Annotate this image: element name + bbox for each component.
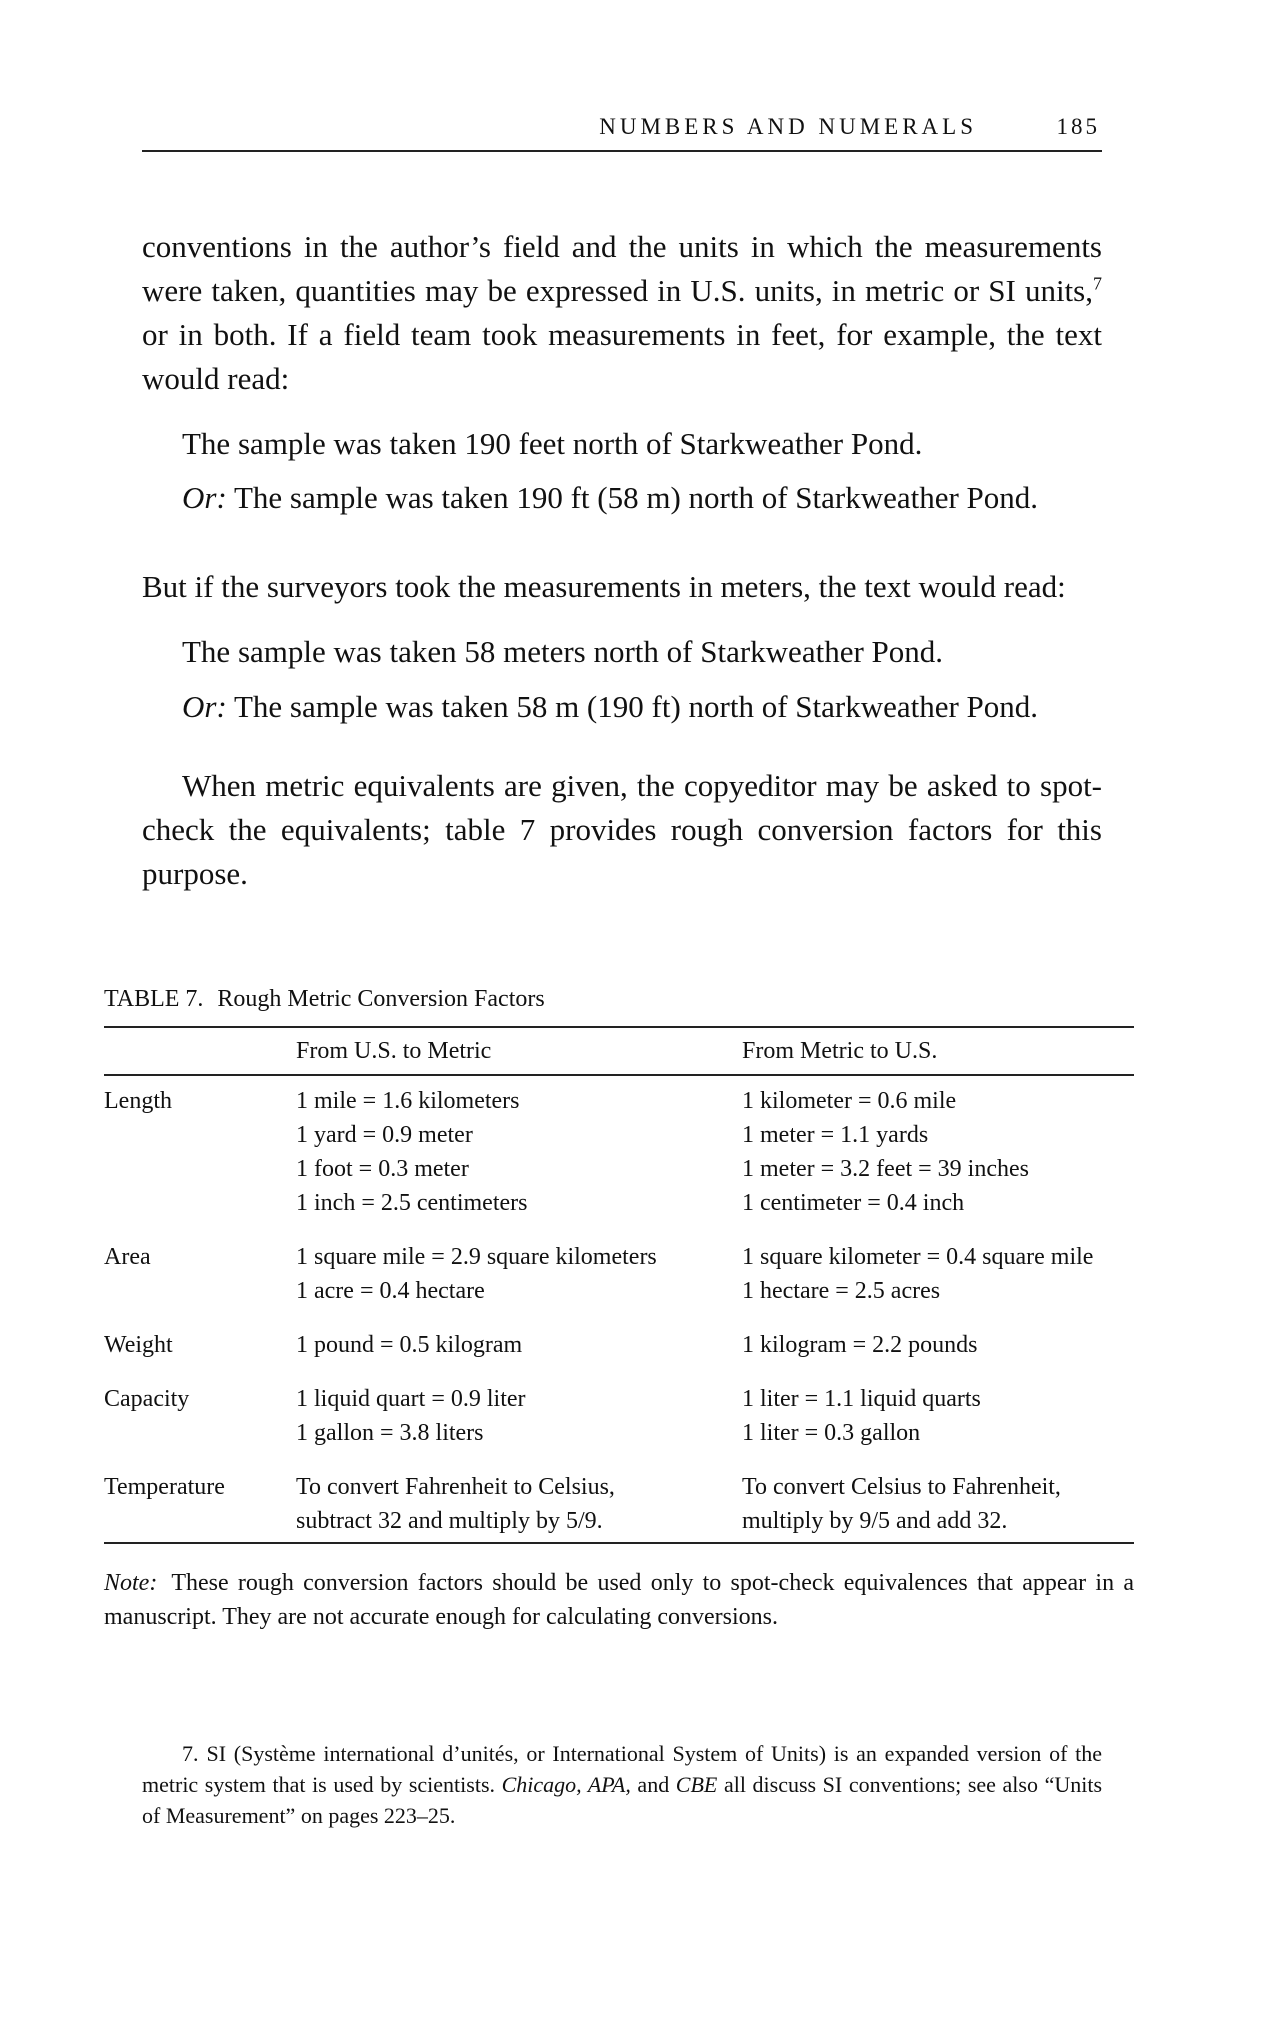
table-note — [104, 1566, 1134, 1634]
running-title: NUMBERS AND NUMERALS — [599, 114, 977, 139]
header-metric-to-us: From Metric to U.S. — [742, 1038, 938, 1064]
category-label: Temperature — [104, 1474, 225, 1500]
metric-cell — [742, 1328, 978, 1362]
conversion-line: 1 acre = 0.4 hectare — [296, 1278, 485, 1304]
conversion-line: 1 centimeter = 0.4 inch — [742, 1190, 965, 1216]
header-us-to-metric: From U.S. to Metric — [296, 1038, 492, 1064]
conversion-line: To convert Fahrenheit to Celsius, — [296, 1474, 615, 1500]
conversion-line: To convert Celsius to Fahrenheit, — [742, 1474, 1061, 1500]
conversion-line: 1 pound = 0.5 kilogram — [296, 1332, 523, 1358]
conversion-line: subtract 32 and multiply by 5/9. — [296, 1508, 603, 1534]
table-title: Rough Metric Conversion Factors — [217, 986, 545, 1012]
conversion-table — [104, 1026, 1134, 1544]
conversion-line: 1 kilometer = 0.6 mile — [742, 1088, 957, 1114]
us-cell — [296, 1240, 657, 1308]
table-row-temperature — [104, 1470, 1134, 1538]
example-text: The sample was taken 58 m (190 ft) north of Starkweather Pond. — [226, 689, 1039, 724]
footnote-italic-cbe: CBE — [675, 1772, 718, 1797]
conversion-line: 1 yard = 0.9 meter — [296, 1122, 473, 1148]
example-text: The sample was taken 190 ft (58 m) north of Starkweather Pond. — [226, 480, 1039, 515]
conversion-line: 1 liter = 0.3 gallon — [742, 1420, 921, 1446]
conversion-line: 1 square mile = 2.9 square kilometers — [296, 1244, 657, 1270]
paragraph-meters: But if the surveyors took the measurements in meters, the text would read: — [142, 569, 1066, 604]
footnote — [142, 1738, 1102, 1831]
conversion-line: 1 hectare = 2.5 acres — [742, 1278, 941, 1304]
table-row-capacity — [104, 1382, 1134, 1450]
footnote-number: 7. — [182, 1741, 199, 1766]
footnote-text: SI (Système international d’unités, or International System of Units) is an expanded version of the metric system that is used by scientists. — [142, 1741, 1102, 1797]
metric-cell — [742, 1382, 981, 1450]
metric-cell — [742, 1084, 1029, 1220]
table-header — [104, 1028, 1134, 1076]
conversion-line: 1 foot = 0.3 meter — [296, 1156, 469, 1182]
example-meters: The sample was taken 58 meters north of Starkweather Pond. — [182, 634, 944, 669]
footnote-italic-chicago-apa: Chicago, APA, — [501, 1772, 631, 1797]
example-feet: The sample was taken 190 feet north of Starkweather Pond. — [182, 426, 923, 461]
us-cell — [296, 1084, 527, 1220]
example-meters-alternative — [182, 685, 1038, 729]
page-number: 185 — [1056, 114, 1100, 139]
us-cell — [296, 1382, 526, 1450]
paragraph-spot-check: When metric equivalents are given, the copyeditor may be asked to spot-check the equivalents; table 7 provides rough conversion factors for this purpose. — [142, 768, 1102, 891]
table-row-area — [104, 1240, 1134, 1308]
conversion-line: 1 kilogram = 2.2 pounds — [742, 1332, 978, 1358]
example-feet-alternative — [182, 476, 1038, 520]
category-label: Weight — [104, 1332, 173, 1358]
metric-cell — [742, 1240, 1093, 1308]
footnote-text: and — [630, 1772, 676, 1797]
conversion-line: 1 liquid quart = 0.9 liter — [296, 1386, 526, 1412]
paragraph-conventions — [142, 225, 1102, 401]
note-text: These rough conversion factors should be used only to spot-check equivalences that appear in a manuscript. They are not accurate enough for calculating conversions. — [104, 1570, 1134, 1630]
or-label: Or: — [182, 480, 227, 515]
conversion-line: 1 meter = 3.2 feet = 39 inches — [742, 1156, 1029, 1182]
conversion-line: 1 square kilometer = 0.4 square mile — [742, 1244, 1094, 1270]
table-number: TABLE 7. — [104, 986, 204, 1012]
us-cell — [296, 1470, 615, 1538]
conversion-line: 1 meter = 1.1 yards — [742, 1122, 929, 1148]
conversion-line: 1 gallon = 3.8 liters — [296, 1420, 484, 1446]
footnote-reference: 7 — [1093, 273, 1102, 294]
us-cell — [296, 1328, 522, 1362]
paragraph-text-continued: or in both. If a field team took measurements in feet, for example, the text would read: — [142, 317, 1102, 396]
paragraph-text: conventions in the author’s field and the units in which the measurements were taken, quantities may be expressed in U.S. units, in metric or SI units, — [142, 229, 1102, 308]
category-label: Capacity — [104, 1386, 190, 1412]
category-label: Area — [104, 1244, 151, 1270]
footnote-text: all discuss SI conventions; see also “Units of Measurement” on pages 223–25. — [142, 1772, 1103, 1828]
conversion-line: 1 inch = 2.5 centimeters — [296, 1190, 528, 1216]
category-label: Length — [104, 1088, 172, 1114]
or-label: Or: — [182, 689, 227, 724]
table-row-weight — [104, 1328, 1134, 1362]
metric-cell — [742, 1470, 1061, 1538]
table-caption — [104, 986, 545, 1013]
table-row-length — [104, 1084, 1134, 1220]
conversion-line: 1 mile = 1.6 kilometers — [296, 1088, 520, 1114]
conversion-line: multiply by 9/5 and add 32. — [742, 1508, 1008, 1534]
running-head — [142, 110, 1102, 152]
note-label: Note: — [104, 1570, 158, 1596]
conversion-line: 1 liter = 1.1 liquid quarts — [742, 1386, 981, 1412]
